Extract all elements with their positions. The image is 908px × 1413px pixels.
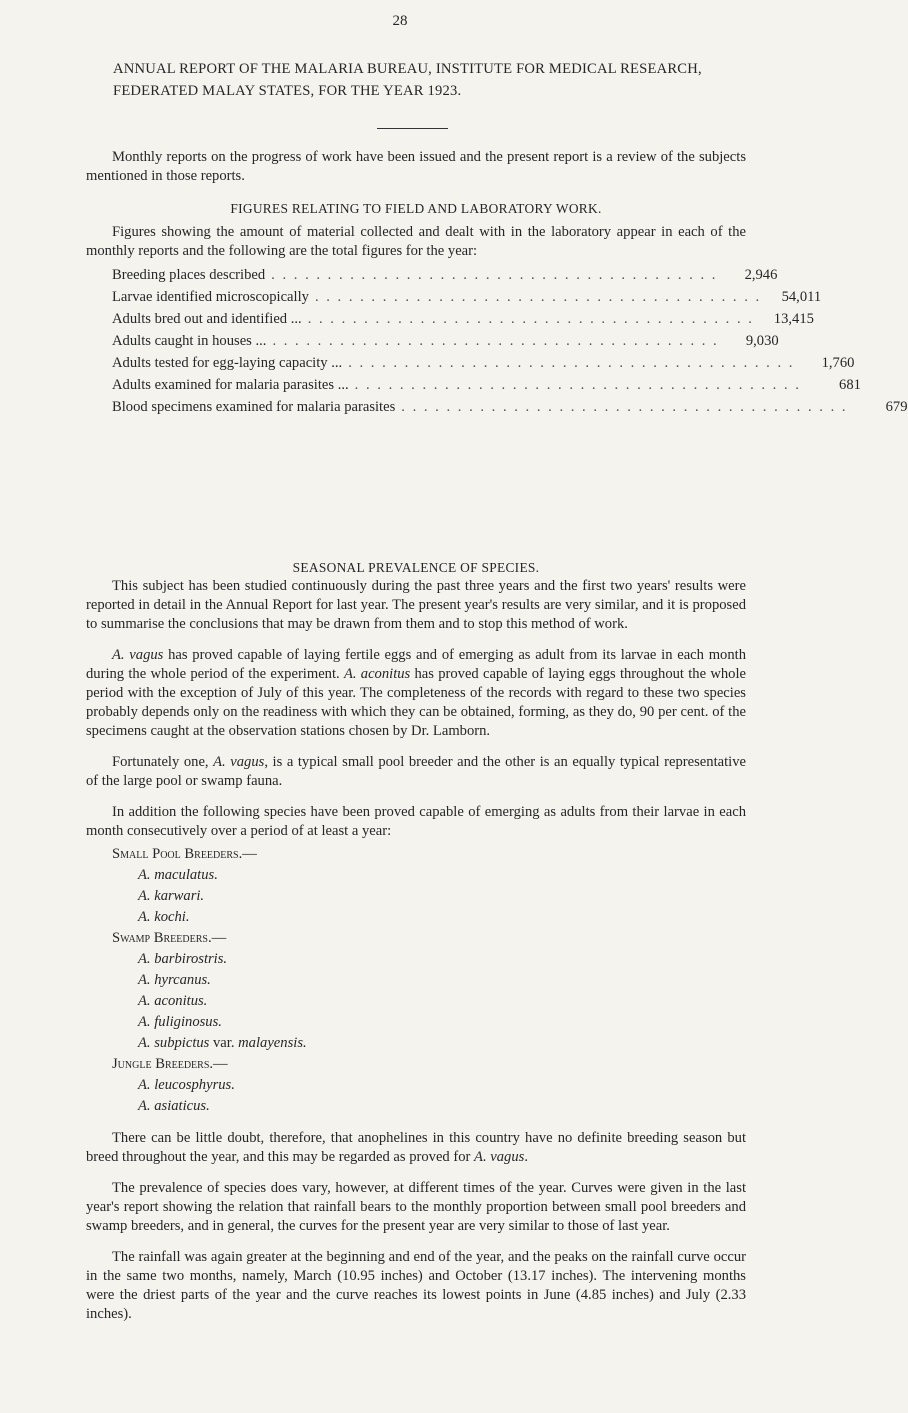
figures-intro: Figures showing the amount of material collected and dealt with in the laboratory appear in each of the monthly reports and the following are the total figures for the year: [86,224,746,259]
figure-value: 1,760 [821,355,855,371]
report-title: ANNUAL REPORT OF THE MALARIA BUREAU, INSTITUTE FOR MEDICAL RESEARCH, FEDERATED MALAY STATES, FOR THE YEAR 1923. [113,61,702,99]
species-item: A. barbirostris. [138,951,228,967]
seasonal-paragraph-6: The prevalence of species does vary, however, at different times of the year. Curves were given in the last year's report showing the relation that rainfall bears to the monthly proportion between small pool breeders and swamp breeders, and in general, the curves for the present year are very similar to those of last year. [86,1180,746,1234]
figure-row: Adults bred out and identified ... . . . . . . . . . . . . . . . . . . . . . . . . . . . . . . . . . . . . . . . . 13,415 [112,308,664,330]
figure-value: 13,415 [773,311,814,327]
species-item: A. fuliginosus. [138,1014,222,1030]
species-item: A. asiaticus. [138,1098,210,1114]
figure-row: Adults examined for malaria parasites ... . . . . . . . . . . . . . . . . . . . . . . . . . . . . . . . . . . . . . . . . 681 [112,374,664,396]
seasonal-paragraph-2: A. vagus has proved capable of laying fertile eggs and of emerging as adult from its larvae in each month during the whole period of the experiment. A. aconitus has proved capable of laying eggs throughout the whole period with the exception of July of this year. The completeness of the records with regard to these two species probably depends only on the readiness with which they can be obtained, forming, as they do, 90 per cent. of the specimens caught at the observation stations chosen by Dr. Lamborn. [86,647,746,739]
seasonal-paragraph-3: Fortunately one, A. vagus, is a typical small pool breeder and the other is an equally typical representative of the large pool or swamp fauna. [86,754,746,789]
figure-row: Blood specimens examined for malaria parasites . . . . . . . . . . . . . . . . . . . . . . . . . . . . . . . . . . . . . . . . 679 [112,396,664,418]
figure-row: Adults caught in houses ... . . . . . . . . . . . . . . . . . . . . . . . . . . . . . . . . . . . . . . . . 9,030 [112,330,664,352]
intro-block [86,148,746,186]
group-label: Small Pool Breeders.— [112,846,257,862]
species-item: A. hyrcanus. [138,972,211,988]
page-number: 28 [392,13,408,29]
species-item: A. leucosphyrus. [138,1077,235,1093]
figure-value: 681 [839,377,861,393]
species-item: A. kochi. [138,909,190,925]
seasonal-section [86,558,746,1324]
intro-paragraph: Monthly reports on the progress of work have been issued and the present report is a review of the subjects mentioned in those reports. [86,149,746,184]
figure-value: 9,030 [745,333,779,349]
group-label: Jungle Breeders.— [112,1056,228,1072]
seasonal-paragraph-7: The rainfall was again greater at the beginning and end of the year, and the peaks on the rainfall curve occur in the same two months, namely, March (10.95 inches) and October (13.17 inches). The intervening months were the driest parts of the year and the curve reaches its lowest points in June (4.85 inches) and July (2.33 inches). [86,1249,746,1322]
title-divider [377,128,448,129]
figures-heading: FIGURES RELATING TO FIELD AND LABORATORY WORK. [230,201,602,216]
seasonal-paragraph-5: There can be little doubt, therefore, that anophelines in this country have no definite breeding season but breed throughout the year, and this may be regarded as proved for A. vagus. [86,1130,746,1165]
species-item: A. aconitus. [138,993,208,1009]
seasonal-paragraph-4: In addition the following species have been proved capable of emerging as adults from their larvae in each month consecutively over a period of at least a year: [86,804,746,839]
figures-section [86,199,908,418]
species-list [112,844,746,1117]
species-item: A. karwari. [138,888,205,904]
species-item: A. maculatus. [138,867,218,883]
figure-value: 679 [885,399,908,415]
figures-table [112,264,908,418]
seasonal-paragraph-1: This subject has been studied continuously during the past three years and the first two years' results were reported in detail in the Annual Report for last year. The present year's results are very similar, and it is proposed to summarise the conclusions that may be drawn from them and to stop this method of work. [86,578,746,632]
species-item: A. subpictus var. malayensis. [138,1035,307,1051]
figure-value: 54,011 [781,289,822,305]
figure-row: Larvae identified microscopically . . . . . . . . . . . . . . . . . . . . . . . . . . . . . . . . . . . . . . . . 54,011 [112,286,664,308]
figure-row: Breeding places described . . . . . . . . . . . . . . . . . . . . . . . . . . . . . . . . . . . . . . . . 2,946 [112,264,664,286]
figure-value: 2,946 [744,267,778,283]
figure-row: Adults tested for egg-laying capacity ... . . . . . . . . . . . . . . . . . . . . . . . . . . . . . . . . . . . . . . . . 1,760 [112,352,664,374]
seasonal-heading: SEASONAL PREVALENCE OF SPECIES. [292,560,540,575]
group-label: Swamp Breeders.— [112,930,227,946]
